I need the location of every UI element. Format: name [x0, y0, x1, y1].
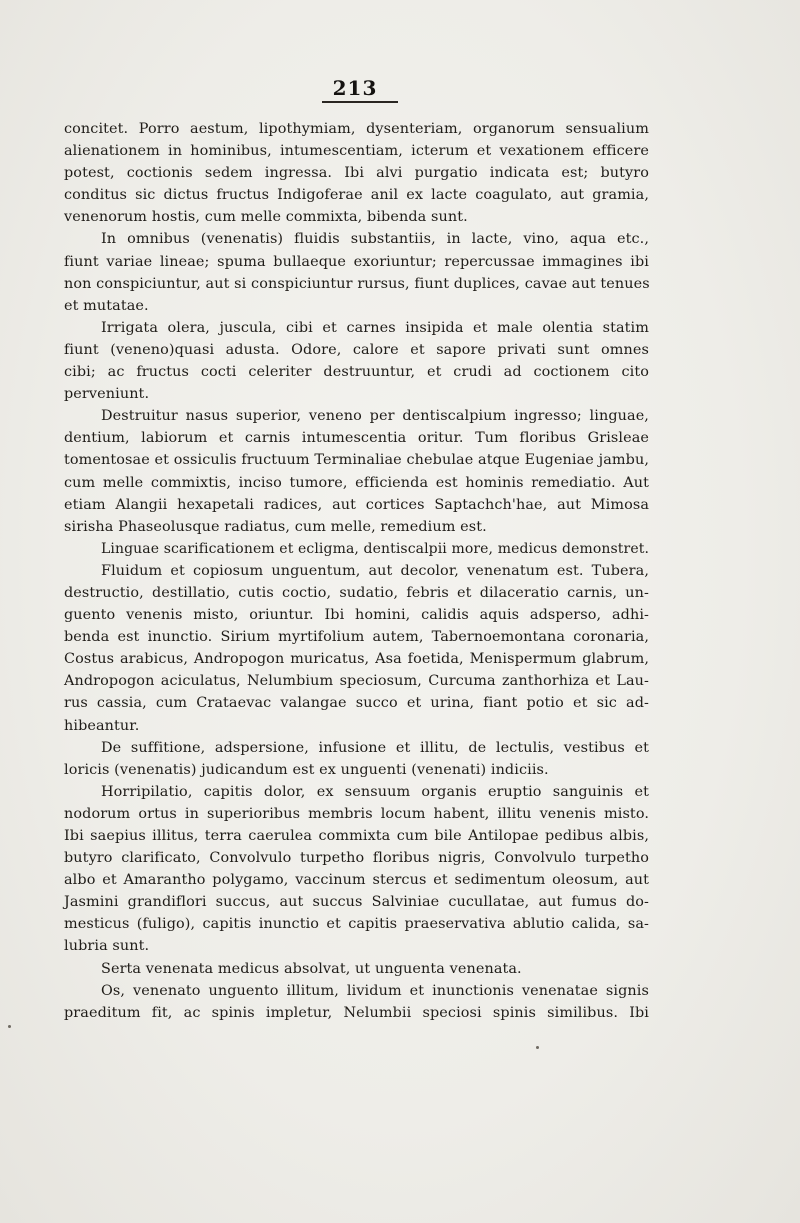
text-line: rus cassia, cum Crataevac valangae succo et urina, fiant potio et sic ad-	[64, 695, 649, 712]
text-line: Destruitur nasus superior, veneno per dentiscalpium ingresso; linguae,	[101, 408, 649, 425]
text-line: destructio, destillatio, cutis coctio, sudatio, febris et dilaceratio carnis, un-	[64, 584, 649, 601]
text-line: concitet. Porro aestum, lipothymiam, dysenteriam, organorum sensualium	[64, 121, 649, 137]
page-number: 213	[332, 76, 378, 100]
margin-speck	[8, 1025, 11, 1028]
text-line: etiam Alangii hexapetali radices, aut cortices Saptachch'hae, aut Mimosa	[64, 496, 649, 513]
text-line: Serta venenata medicus absolvat, ut unguenta venenata.	[101, 960, 522, 977]
text-line: cibi; ac fructus cocti celeriter destruuntur, et crudi ad coctionem cito	[64, 364, 649, 381]
text-line: cum melle commixtis, inciso tumore, efficienda est hominis remediatio. Aut	[64, 474, 649, 491]
text-line: hibeantur.	[64, 717, 140, 734]
text-line: lubria sunt.	[64, 938, 150, 955]
text-line: nodorum ortus in superioribus membris locum habent, illitu venenis misto.	[64, 805, 649, 822]
text-line: benda est inunctio. Sirium myrtifolium autem, Tabernoemontana coronaria,	[64, 629, 649, 646]
text-line: albo et Amarantho polygamo, vaccinum stercus et sedimentum oleosum, aut	[64, 872, 649, 889]
text-line: praeditum fit, ac spinis impletur, Nelumbii speciosi spinis similibus. Ibi	[64, 1004, 649, 1021]
text-line: conditus sic dictus fructus Indigoferae anil ex lacte coagulato, aut gramia,	[64, 187, 649, 204]
margin-speck	[536, 1046, 539, 1049]
text-line: Ibi saepius illitus, terra caerulea commixta cum bile Antilopae pedibus albis,	[64, 828, 649, 844]
text-line: Fluidum et copiosum unguentum, aut decolor, venenatum est. Tubera,	[101, 562, 649, 579]
text-line: non conspiciuntur, aut si conspiciuntur rursus, fiunt duplices, cavae aut tenues	[64, 275, 650, 292]
text-line: Jasmini grandiflori succus, aut succus Salviniae cucullatae, aut fumus do-	[64, 894, 649, 911]
text-line: sirisha Phaseolusque radiatus, cum melle, remedium est.	[64, 518, 487, 535]
text-line: alienationem in hominibus, intumescentiam, icterum et vexationem efficere	[64, 143, 649, 160]
text-line: De suffitione, adspersione, infusione et illitu, de lectulis, vestibus et	[101, 739, 649, 756]
text-line: fiunt (veneno)quasi adusta. Odore, calore et sapore privati sunt omnes	[64, 341, 649, 358]
page-number-rule	[322, 101, 398, 103]
text-line: venenorum hostis, cum melle commixta, bibenda sunt.	[64, 209, 468, 226]
text-line: loricis (venenatis) judicandum est ex unguenti (venenati) indiciis.	[64, 761, 549, 778]
text-line: Horripilatio, capitis dolor, ex sensuum organis eruptio sanguinis et	[101, 783, 649, 800]
text-line: Costus arabicus, Andropogon muricatus, Asa foetida, Menispermum glabrum,	[64, 651, 649, 668]
text-line: dentium, labiorum et carnis intumescentia oritur. Tum floribus Grisleae	[64, 430, 649, 447]
text-line: Linguae scarificationem et ecligma, dentiscalpii more, medicus demonstret.	[101, 540, 649, 557]
text-line: butyro clarificato, Convolvulo turpetho floribus nigris, Convolvulo turpetho	[64, 850, 649, 867]
text-line: tomentosae et ossiculis fructuum Terminaliae chebulae atque Eugeniae jambu,	[64, 452, 649, 469]
text-line: In omnibus (venenatis) fluidis substantiis, in lacte, vino, aqua etc.,	[101, 231, 649, 248]
text-line: Os, venenato unguento illitum, lividum et inunctionis venenatae signis	[101, 982, 649, 999]
text-line: mesticus (fuligo), capitis inunctio et capitis praeservativa ablutio calida, sa-	[64, 916, 649, 933]
text-line: potest, coctionis sedem ingressa. Ibi alvi purgatio indicata est; butyro	[64, 165, 649, 182]
text-line: perveniunt.	[64, 386, 150, 403]
text-line: Andropogon aciculatus, Nelumbium speciosum, Curcuma zanthorhiza et Lau-	[64, 673, 649, 690]
text-line: Irrigata olera, juscula, cibi et carnes insipida et male olentia statim	[101, 319, 649, 336]
text-line: guento venenis misto, oriuntur. Ibi homini, calidis aquis adsperso, adhi-	[64, 607, 649, 624]
text-line: fiunt variae lineae; spuma bullaeque exoriuntur; repercussae immagines ibi	[64, 253, 649, 270]
text-line: et mutatae.	[64, 297, 149, 314]
body-text	[64, 118, 649, 1024]
